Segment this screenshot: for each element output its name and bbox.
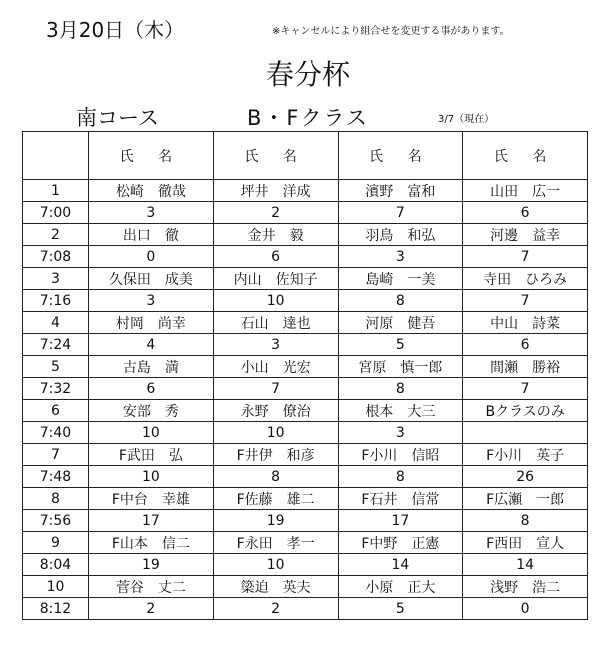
group-number: 2 <box>23 224 89 246</box>
player-handicap: 5 <box>338 334 463 356</box>
player-name: 宮原 慎一郎 <box>338 356 463 378</box>
group-row <box>23 444 588 466</box>
tee-time: 7:08 <box>23 246 89 268</box>
column-header: 氏 名 <box>338 132 463 180</box>
player-name: 永野 僚治 <box>213 400 338 422</box>
player-handicap: 10 <box>213 290 338 312</box>
player-handicap: 2 <box>213 202 338 224</box>
player-handicap: 6 <box>463 334 588 356</box>
player-name: 内山 佐知子 <box>213 268 338 290</box>
player-name: Bクラスのみ <box>463 400 588 422</box>
player-name: 羽鳥 和弘 <box>338 224 463 246</box>
player-name: 河邊 益幸 <box>463 224 588 246</box>
player-handicap: 6 <box>89 378 214 400</box>
player-name: F西田 宣人 <box>463 532 588 554</box>
as-of-date: 3/7（現在） <box>438 114 495 125</box>
player-handicap: 8 <box>338 466 463 488</box>
player-name: 古島 満 <box>89 356 214 378</box>
event-title: 春分杯 <box>265 58 350 91</box>
handicap-row <box>23 598 588 620</box>
player-name: 坪井 洋成 <box>213 180 338 202</box>
column-header: 氏 名 <box>213 132 338 180</box>
group-row <box>23 488 588 510</box>
player-name: 簗迫 英夫 <box>213 576 338 598</box>
course-name: 南コース <box>76 106 159 130</box>
group-number: 9 <box>23 532 89 554</box>
player-name: 安部 秀 <box>89 400 214 422</box>
group-row <box>23 532 588 554</box>
player-handicap: 14 <box>338 554 463 576</box>
player-name: 出口 徹 <box>89 224 214 246</box>
player-handicap: 10 <box>213 422 338 444</box>
player-handicap: 2 <box>213 598 338 620</box>
group-row <box>23 180 588 202</box>
player-handicap: 3 <box>89 202 214 224</box>
player-name: 村岡 尚幸 <box>89 312 214 334</box>
player-name: 寺田 ひろみ <box>463 268 588 290</box>
pairings-body <box>23 180 588 620</box>
column-header: 氏 名 <box>89 132 214 180</box>
group-row <box>23 400 588 422</box>
player-handicap: 19 <box>89 554 214 576</box>
player-name: 河原 健吾 <box>338 312 463 334</box>
player-handicap: 4 <box>89 334 214 356</box>
player-name: 久保田 成美 <box>89 268 214 290</box>
player-handicap: 19 <box>213 510 338 532</box>
player-handicap: 17 <box>89 510 214 532</box>
tee-time: 8:12 <box>23 598 89 620</box>
tee-time: 7:00 <box>23 202 89 224</box>
player-handicap: 17 <box>338 510 463 532</box>
player-name: F石井 信常 <box>338 488 463 510</box>
player-name: 根本 大三 <box>338 400 463 422</box>
player-name: 浅野 浩二 <box>463 576 588 598</box>
group-row <box>23 356 588 378</box>
player-name: F武田 弘 <box>89 444 214 466</box>
group-number: 8 <box>23 488 89 510</box>
player-handicap: 3 <box>89 290 214 312</box>
player-handicap: 7 <box>213 378 338 400</box>
player-handicap: 2 <box>89 598 214 620</box>
tee-time: 7:48 <box>23 466 89 488</box>
player-handicap: 26 <box>463 466 588 488</box>
player-handicap: 10 <box>89 466 214 488</box>
tee-time: 7:32 <box>23 378 89 400</box>
tee-time: 7:24 <box>23 334 89 356</box>
header-row <box>23 132 588 180</box>
tee-time: 8:04 <box>23 554 89 576</box>
player-name: 金井 毅 <box>213 224 338 246</box>
player-name: F井伊 和彦 <box>213 444 338 466</box>
class-name: B・Fクラス <box>247 106 369 130</box>
player-name: 中山 詩菜 <box>463 312 588 334</box>
player-name: 島崎 一美 <box>338 268 463 290</box>
player-name: F佐藤 雄二 <box>213 488 338 510</box>
handicap-row <box>23 378 588 400</box>
player-handicap: 10 <box>89 422 214 444</box>
group-number: 5 <box>23 356 89 378</box>
player-handicap <box>463 422 588 444</box>
player-name: F小川 信昭 <box>338 444 463 466</box>
player-name: 小原 正大 <box>338 576 463 598</box>
player-handicap: 3 <box>338 422 463 444</box>
group-row <box>23 268 588 290</box>
group-row <box>23 576 588 598</box>
player-name: 石山 達也 <box>213 312 338 334</box>
handicap-row <box>23 510 588 532</box>
handicap-row <box>23 554 588 576</box>
player-name: F永田 孝一 <box>213 532 338 554</box>
tee-time: 7:56 <box>23 510 89 532</box>
player-name: 小山 光宏 <box>213 356 338 378</box>
group-row <box>23 312 588 334</box>
player-handicap: 0 <box>463 598 588 620</box>
player-handicap: 6 <box>213 246 338 268</box>
group-number: 7 <box>23 444 89 466</box>
group-number: 3 <box>23 268 89 290</box>
player-handicap: 8 <box>338 378 463 400</box>
player-name: 濱野 富和 <box>338 180 463 202</box>
cancellation-notice: ※キャンセルにより組合せを変更する事があります。 <box>272 26 510 37</box>
event-date: 3月20日（木） <box>46 18 185 42</box>
tee-time: 7:16 <box>23 290 89 312</box>
handicap-row <box>23 466 588 488</box>
player-handicap: 7 <box>338 202 463 224</box>
player-name: 菅谷 丈二 <box>89 576 214 598</box>
handicap-row <box>23 334 588 356</box>
player-name: 松崎 徹哉 <box>89 180 214 202</box>
player-handicap: 3 <box>338 246 463 268</box>
pairings-table <box>22 131 588 620</box>
column-header <box>23 132 89 180</box>
handicap-row <box>23 422 588 444</box>
player-handicap: 6 <box>463 202 588 224</box>
group-number: 4 <box>23 312 89 334</box>
player-name: F中台 幸雄 <box>89 488 214 510</box>
column-header: 氏 名 <box>463 132 588 180</box>
player-name: 山田 広一 <box>463 180 588 202</box>
player-handicap: 8 <box>213 466 338 488</box>
player-name: F広瀬 一郎 <box>463 488 588 510</box>
player-handicap: 7 <box>463 290 588 312</box>
handicap-row <box>23 246 588 268</box>
player-handicap: 8 <box>338 290 463 312</box>
player-handicap: 0 <box>89 246 214 268</box>
handicap-row <box>23 202 588 224</box>
handicap-row <box>23 290 588 312</box>
player-handicap: 14 <box>463 554 588 576</box>
group-number: 10 <box>23 576 89 598</box>
player-name: F小川 英子 <box>463 444 588 466</box>
player-name: F山本 信二 <box>89 532 214 554</box>
player-name: 間瀬 勝裕 <box>463 356 588 378</box>
player-handicap: 8 <box>463 510 588 532</box>
player-name: F中野 正憲 <box>338 532 463 554</box>
group-number: 1 <box>23 180 89 202</box>
player-handicap: 7 <box>463 378 588 400</box>
tee-time: 7:40 <box>23 422 89 444</box>
player-handicap: 3 <box>213 334 338 356</box>
group-number: 6 <box>23 400 89 422</box>
player-handicap: 5 <box>338 598 463 620</box>
player-handicap: 10 <box>213 554 338 576</box>
group-row <box>23 224 588 246</box>
player-handicap: 7 <box>463 246 588 268</box>
